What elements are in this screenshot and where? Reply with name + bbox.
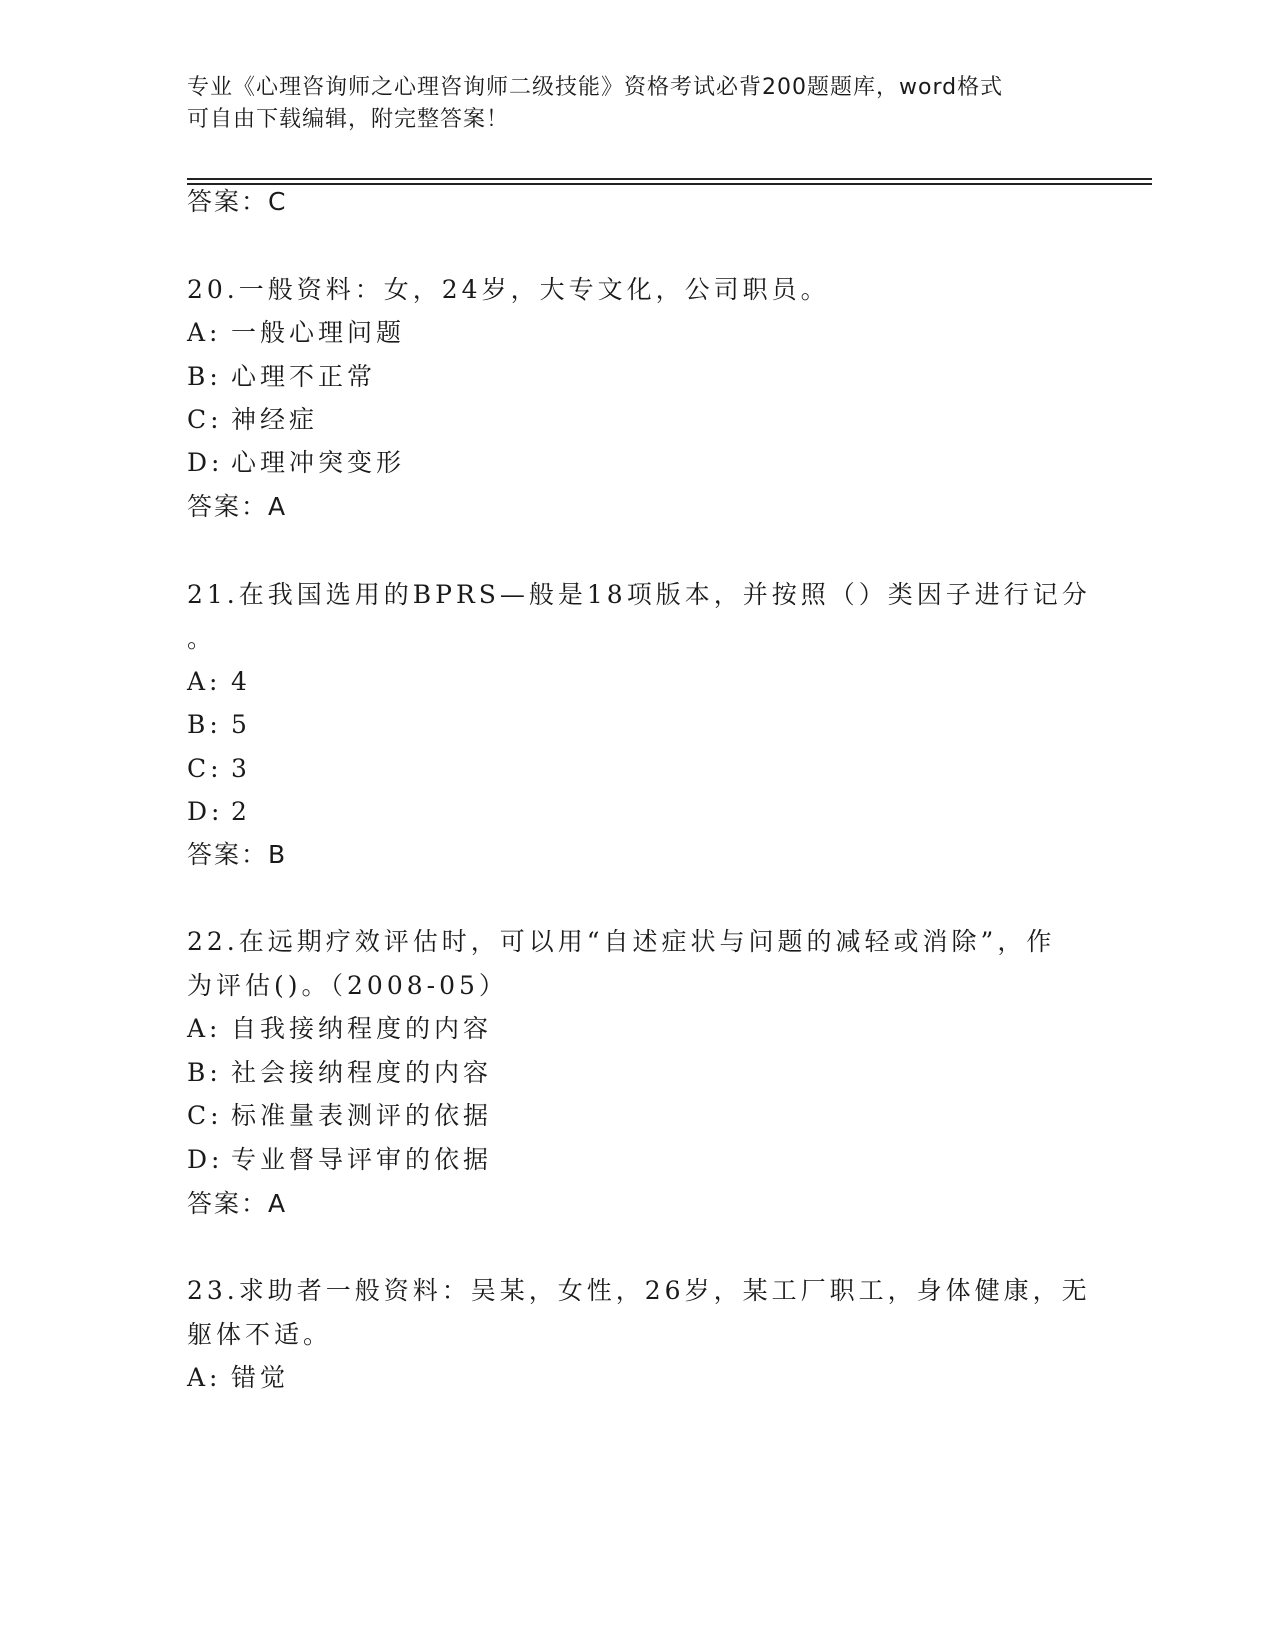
question-21-line-2: 。 <box>187 624 217 653</box>
header-divider-bottom <box>187 183 1152 185</box>
question-21-option-b <box>187 703 251 747</box>
question-21-stem <box>187 573 1091 661</box>
question-23-line-2: 躯体不适。 <box>187 1320 333 1349</box>
question-21-option-d <box>187 790 251 834</box>
question-20-stem <box>187 268 830 312</box>
question-21-line-1: 21.在我国选用的BPRS—般是18项版本，并按照（）类因子进行记分 <box>187 580 1091 609</box>
option-letter: B: <box>187 362 222 391</box>
option-letter: C: <box>187 1101 223 1130</box>
question-21-option-c <box>187 747 251 791</box>
option-letter: A: <box>187 1363 222 1392</box>
option-text: 神经症 <box>231 405 319 434</box>
question-21-answer: 答案：B <box>187 840 288 869</box>
question-22-option-b <box>187 1051 492 1095</box>
option-text: 5 <box>231 710 251 739</box>
question-22-option-d <box>187 1138 492 1182</box>
document-header <box>187 72 1087 136</box>
option-letter: A: <box>187 667 222 696</box>
header-divider-top <box>187 178 1152 180</box>
option-text: 专业督导评审的依据 <box>231 1145 493 1174</box>
question-22-stem <box>187 920 1055 1008</box>
option-text: 错觉 <box>231 1363 290 1392</box>
header-line-2: 可自由下载编辑，附完整答案！ <box>187 107 510 132</box>
option-letter: D: <box>187 448 224 477</box>
question-22-line-2: 为评估()。（2008-05） <box>187 971 508 1000</box>
question-20-option-a <box>187 311 405 355</box>
question-21-option-a <box>187 660 251 704</box>
question-22-line-1: 22.在远期疗效评估时，可以用“自述症状与问题的减轻或消除”，作 <box>187 927 1056 956</box>
option-text: 标准量表测评的依据 <box>231 1101 493 1130</box>
option-letter: A: <box>187 1014 222 1043</box>
question-20-answer: 答案：A <box>187 492 288 521</box>
question-23-stem <box>187 1269 1091 1357</box>
option-text: 心理不正常 <box>231 362 377 391</box>
option-text: 自我接纳程度的内容 <box>231 1014 493 1043</box>
option-letter: D: <box>187 1145 224 1174</box>
question-20-line-1: 20.一般资料：女，24岁，大专文化，公司职员。 <box>187 275 830 304</box>
option-text: 心理冲突变形 <box>231 448 406 477</box>
option-letter: D: <box>187 797 224 826</box>
option-letter: C: <box>187 405 223 434</box>
option-letter: C: <box>187 754 223 783</box>
question-22-option-c <box>187 1094 492 1138</box>
option-text: 2 <box>231 797 251 826</box>
question-20-option-c <box>187 398 318 442</box>
question-23-option-a <box>187 1356 289 1400</box>
option-letter: B: <box>187 710 222 739</box>
option-text: 社会接纳程度的内容 <box>231 1058 493 1087</box>
option-text: 一般心理问题 <box>231 318 406 347</box>
question-20-option-d <box>187 441 405 485</box>
question-20-option-b <box>187 355 376 399</box>
header-line-1: 专业《心理咨询师之心理咨询师二级技能》资格考试必背200题题库，word格式 <box>187 75 1004 100</box>
option-letter: A: <box>187 318 222 347</box>
option-text: 3 <box>231 754 251 783</box>
question-23-line-1: 23.求助者一般资料：吴某，女性，26岁，某工厂职工，身体健康，无 <box>187 1276 1091 1305</box>
question-22-option-a <box>187 1007 492 1051</box>
option-letter: B: <box>187 1058 222 1087</box>
question-22-answer: 答案：A <box>187 1189 288 1218</box>
option-text: 4 <box>231 667 251 696</box>
previous-answer: 答案：C <box>187 187 288 216</box>
